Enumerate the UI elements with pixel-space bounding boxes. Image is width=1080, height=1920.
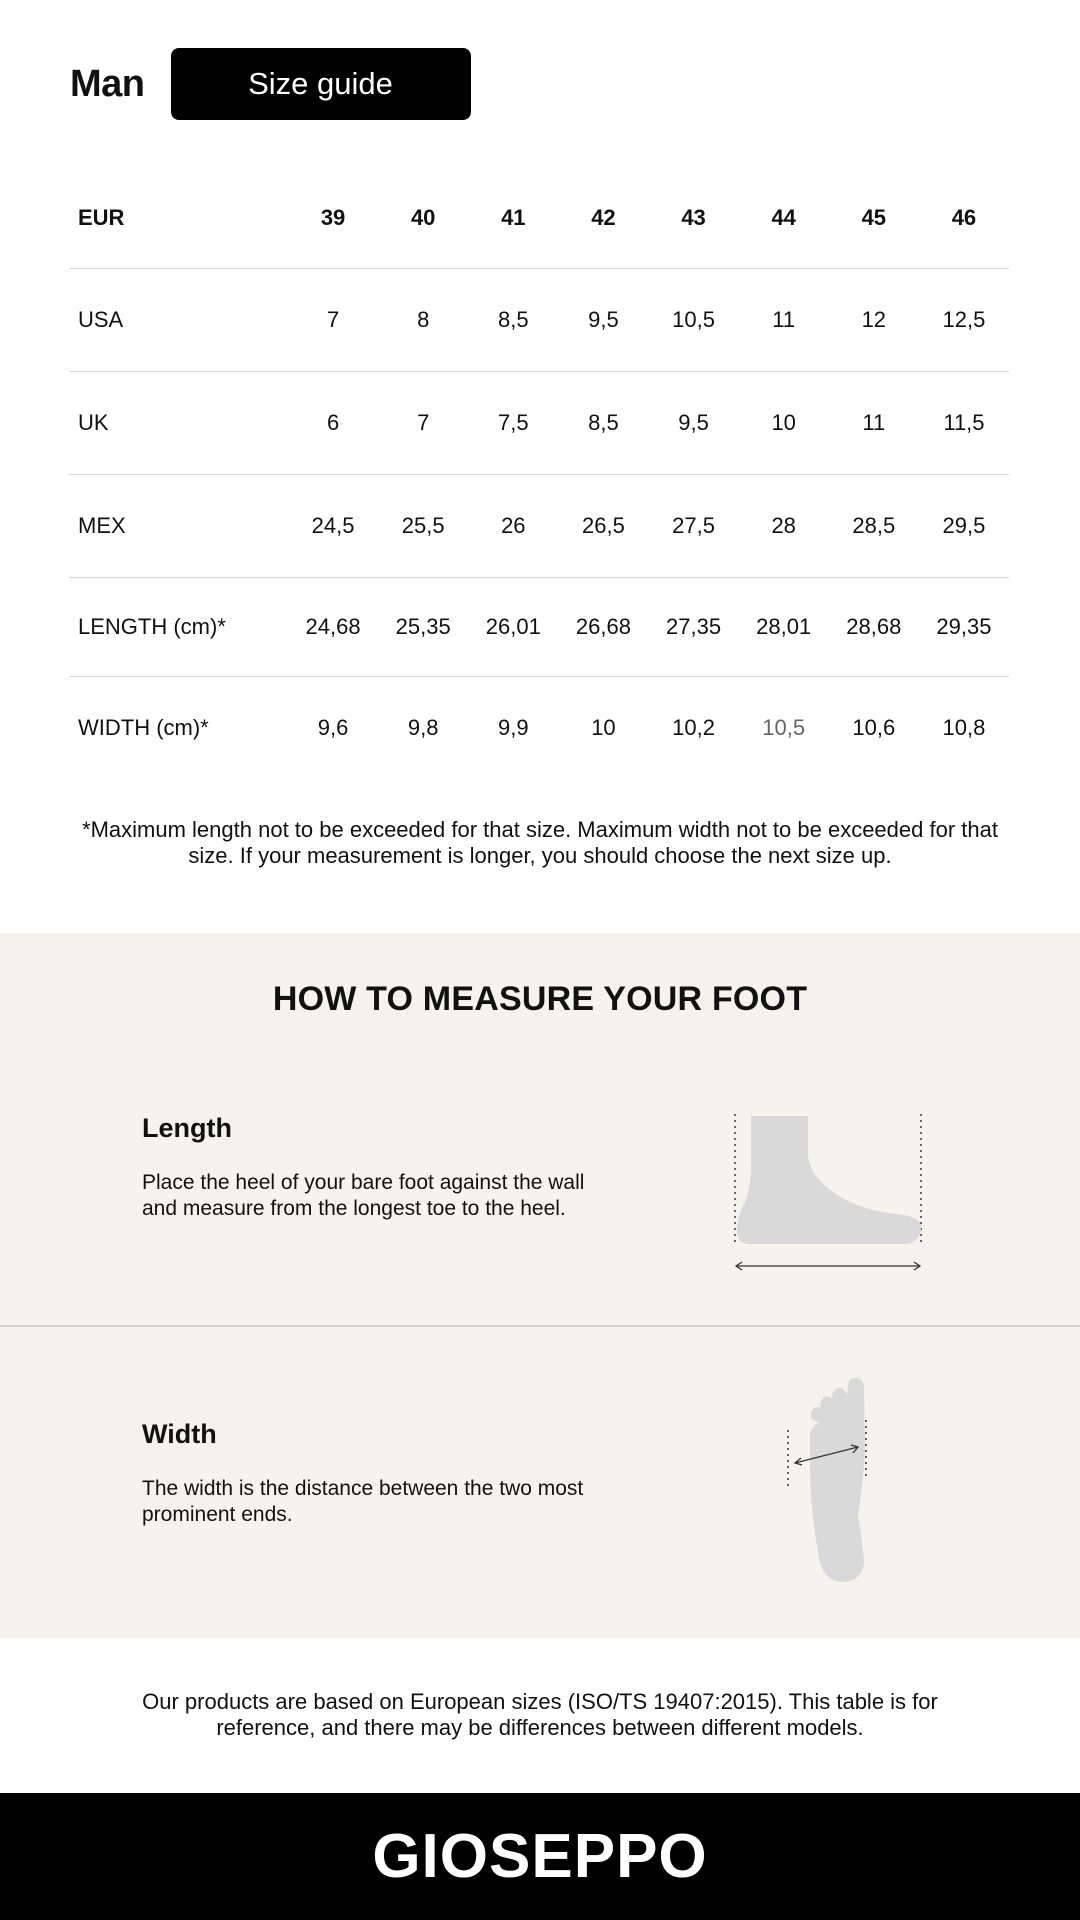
table-cell: 11 — [772, 307, 796, 332]
table-cell: 29,35 — [936, 614, 992, 639]
table-cell: 8,5 — [588, 410, 619, 435]
row-label: LENGTH (cm)* — [78, 614, 226, 639]
table-cell: 8,5 — [498, 307, 529, 332]
length-text: Place the heel of your bare foot against the wall and measure from the longest toe to the heel. — [142, 1171, 585, 1220]
table-cell: 10 — [771, 410, 796, 435]
table-cell: 7 — [326, 307, 340, 332]
table-cell: 9,6 — [317, 715, 349, 740]
table-cell: 24,68 — [305, 614, 361, 639]
table-cell: 10,5 — [762, 715, 806, 740]
table-header-cell: 44 — [771, 204, 796, 230]
table-cell: 12 — [861, 307, 887, 332]
table-cell: 9,8 — [407, 715, 439, 740]
table-cell: 26,01 — [485, 614, 541, 639]
table-cell: 10,6 — [852, 715, 896, 740]
table-cell: 25,5 — [401, 513, 445, 538]
table-row-width — [69, 677, 1009, 780]
table-cell: 10 — [591, 715, 616, 740]
table-cell: 10,5 — [672, 307, 715, 332]
table-cell: 26,5 — [582, 513, 625, 538]
width-text: The width is the distance between the two most prominent ends. — [142, 1477, 584, 1526]
table-cell: 8 — [417, 307, 430, 332]
table-cell: 7 — [417, 410, 430, 435]
gender-title: Man — [70, 62, 145, 105]
table-row-mex — [69, 475, 1009, 578]
size-guide-button[interactable]: Size guide — [171, 48, 471, 120]
table-header-cell: 46 — [951, 204, 977, 230]
table-cell: 26 — [501, 513, 526, 538]
row-label: USA — [78, 307, 124, 332]
page-header — [70, 48, 471, 120]
table-cell: 7,5 — [498, 410, 529, 435]
table-cell: 11 — [862, 410, 886, 435]
table-cell: 28,5 — [852, 513, 896, 538]
table-cell: 24,5 — [311, 513, 355, 538]
table-header-cell: 42 — [591, 204, 616, 230]
table-row-uk — [69, 372, 1009, 475]
row-label: MEX — [78, 513, 126, 538]
table-cell: 6 — [326, 410, 340, 435]
table-header-cell: 43 — [681, 204, 706, 230]
table-header-cell: 40 — [410, 204, 436, 230]
table-cell: 29,5 — [942, 513, 986, 538]
table-header-label: EUR — [78, 204, 125, 230]
table-cell: 28,01 — [756, 614, 812, 639]
row-label: WIDTH (cm)* — [78, 715, 209, 740]
size-table — [69, 167, 1009, 779]
foot-top-width-icon — [780, 1375, 890, 1585]
table-cell: 9,5 — [678, 410, 709, 435]
table-header-cell: 39 — [320, 204, 346, 230]
footer — [0, 1793, 1080, 1920]
table-header-cell: 41 — [501, 204, 526, 230]
foot-side-length-icon — [728, 1114, 928, 1274]
table-row-length — [69, 578, 1009, 677]
sizing-footnote: Our products are based on European sizes (ISO/TS 19407:2015). This table is for reference, and there may be differences between different models. — [142, 1689, 938, 1740]
table-cell: 11,5 — [943, 410, 985, 435]
table-cell: 27,5 — [672, 513, 715, 538]
table-cell: 9,5 — [588, 307, 619, 332]
width-title: Width — [142, 1419, 217, 1449]
size-note: *Maximum length not to be exceeded for that size. Maximum width not to be exceeded for that size. If your measurement is longer, you should choose the next size up. — [82, 817, 998, 868]
brand-logo[interactable]: GIOSEPPO — [372, 1822, 708, 1891]
row-label: UK — [78, 410, 109, 435]
measure-title: HOW TO MEASURE YOUR FOOT — [272, 980, 808, 1018]
table-row-usa — [69, 269, 1009, 372]
section-divider — [0, 1325, 1080, 1327]
measure-section — [0, 933, 1080, 1638]
table-cell: 12,5 — [942, 307, 986, 332]
table-header-cell: 45 — [861, 204, 887, 230]
table-cell: 9,9 — [498, 715, 529, 740]
table-header-row — [69, 167, 1009, 269]
table-cell: 28 — [771, 513, 796, 538]
table-cell: 28,68 — [846, 614, 902, 639]
table-cell: 25,35 — [395, 614, 451, 639]
table-cell: 27,35 — [666, 614, 722, 639]
table-cell: 10,8 — [942, 715, 986, 740]
length-title: Length — [142, 1113, 232, 1143]
table-cell: 26,68 — [575, 614, 631, 639]
table-cell: 10,2 — [672, 715, 715, 740]
